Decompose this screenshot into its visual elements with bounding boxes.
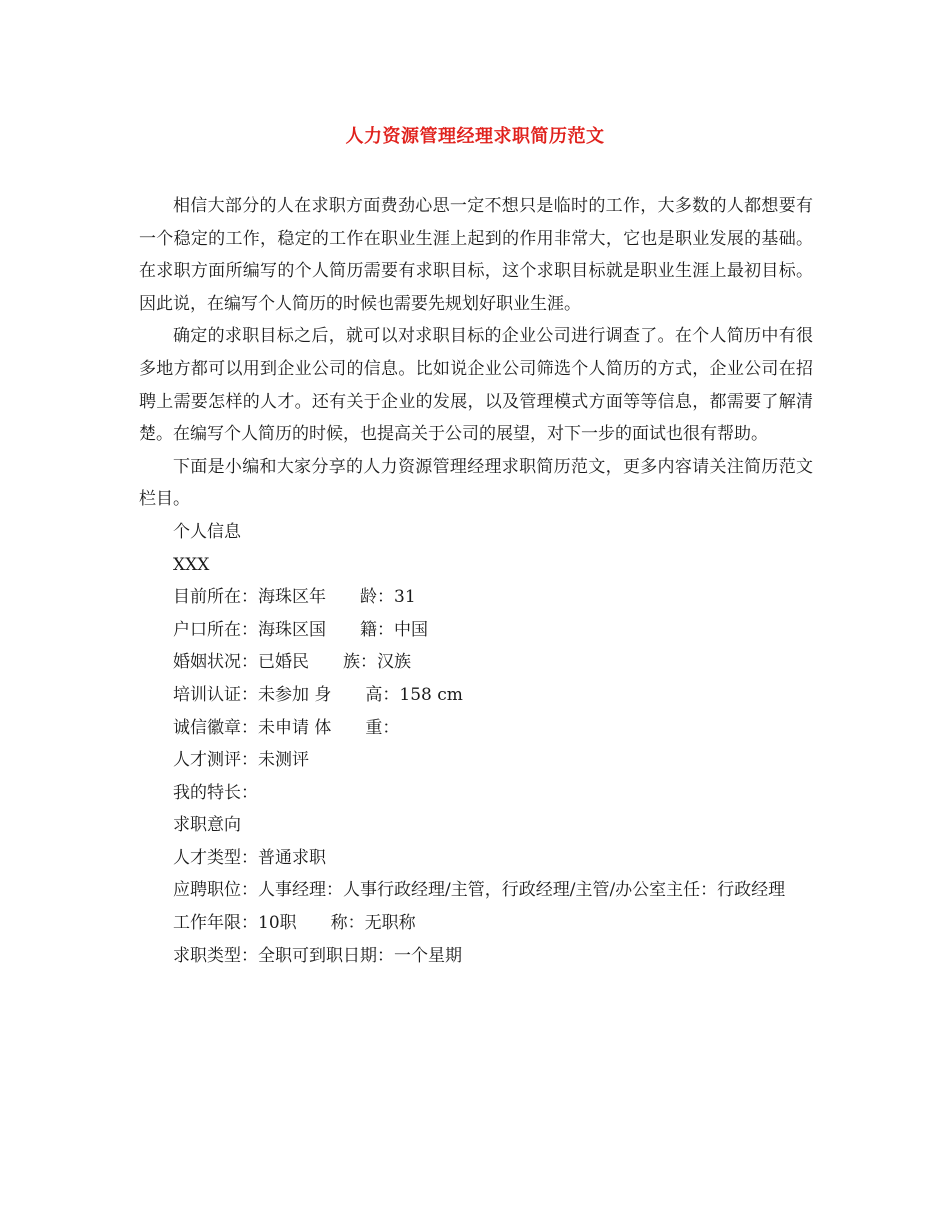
resume-training-height: 培训认证：未参加 身 高：158 cm xyxy=(173,684,463,705)
resume-name: XXX xyxy=(173,554,210,575)
resume-position: 应聘职位：人事经理：人事行政经理/主管，行政经理/主管/办公室主任：行政经理 xyxy=(173,880,786,901)
resume-talent-type: 人才类型：普通求职 xyxy=(173,847,326,868)
resume-hukou-nationality: 户口所在：海珠区国 籍：中国 xyxy=(173,619,428,640)
resume-job-type-availability: 求职类型：全职可到职日期：一个星期 xyxy=(173,945,462,966)
intro-paragraph-1: 相信大部分的人在求职方面费劲心思一定不想只是临时的工作，大多数的人都想要有一个稳定的工作，稳定的工作在职业生涯上起到的作用非常大，它也是职业发展的基础。在求职方面所编写的个人简历需要有求职目标，这个求职目标就是职业生涯上最初目标。因此说，在编写个人简历的时候也需要先规划好职业生涯。 xyxy=(139,196,813,314)
resume-specialty: 我的特长： xyxy=(173,782,258,803)
resume-location-age: 目前所在：海珠区年 龄：31 xyxy=(173,587,416,608)
document-body xyxy=(139,190,813,972)
resume-assessment: 人才测评：未测评 xyxy=(173,750,309,771)
section-heading-personal-info: 个人信息 xyxy=(173,521,241,542)
intro-paragraph-3: 下面是小编和大家分享的人力资源管理经理求职简历范文，更多内容请关注简历范文栏目。 xyxy=(139,456,813,510)
document-title: 人力资源管理经理求职简历范文 xyxy=(345,126,605,147)
resume-marital-ethnicity: 婚姻状况：已婚民 族：汉族 xyxy=(173,652,411,673)
intro-paragraph-2: 确定的求职目标之后，就可以对求职目标的企业公司进行调查了。在个人简历中有很多地方都可以用到企业公司的信息。比如说企业公司筛选个人简历的方式，企业公司在招聘上需要怎样的人才。还有关于企业的发展，以及管理模式方面等等信息，都需要了解清楚。在编写个人简历的时候，也提高关于公司的展望，对下一步的面试也很有帮助。 xyxy=(139,326,813,445)
resume-work-years-title: 工作年限：10职 称：无职称 xyxy=(173,913,416,934)
section-heading-job-intent: 求职意向 xyxy=(173,815,241,836)
resume-credit-weight: 诚信徽章：未申请 体 重： xyxy=(173,717,400,738)
